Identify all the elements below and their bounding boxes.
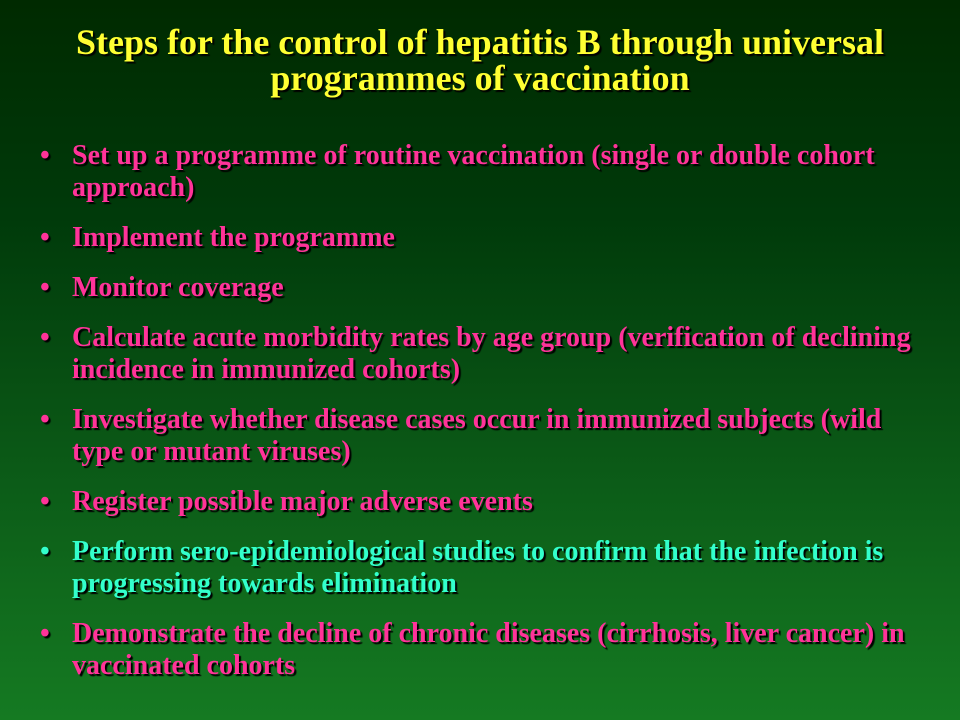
- slide-title: Steps for the control of hepatitis B through universal programmes of vaccination: [75, 22, 885, 98]
- bullet-text: Perform sero-epidemiological studies to confirm that the infection is progressing towards elimination: [72, 536, 884, 599]
- bullet-text: Implement the programme: [72, 222, 395, 253]
- bullet-text: Calculate acute morbidity rates by age group (verification of declining incidence in immunized cohorts): [72, 322, 911, 385]
- bullet-text: Register possible major adverse events: [72, 486, 533, 517]
- bullet-item-3: [40, 272, 920, 304]
- bullet-item-2: [40, 222, 920, 254]
- bullet-dot-icon: •: [40, 322, 50, 353]
- bullet-item-7: [40, 536, 920, 600]
- bullet-dot-icon: •: [40, 272, 50, 303]
- bullet-item-1: [40, 140, 920, 204]
- bullet-dot-icon: •: [40, 222, 50, 253]
- bullet-text: Monitor coverage: [72, 272, 284, 303]
- bullet-dot-icon: •: [40, 486, 50, 517]
- bullet-list: [40, 140, 920, 700]
- bullet-item-8: [40, 618, 920, 682]
- bullet-text: Investigate whether disease cases occur in immunized subjects (wild type or mutant viruses): [72, 404, 882, 467]
- bullet-dot-icon: •: [40, 536, 50, 567]
- bullet-text: Set up a programme of routine vaccination (single or double cohort approach): [72, 140, 875, 203]
- bullet-dot-icon: •: [40, 404, 50, 435]
- bullet-item-4: [40, 322, 920, 386]
- bullet-text: Demonstrate the decline of chronic diseases (cirrhosis, liver cancer) in vaccinated cohorts: [72, 618, 905, 681]
- bullet-dot-icon: •: [40, 618, 50, 649]
- bullet-item-6: [40, 486, 920, 518]
- bullet-item-5: [40, 404, 920, 468]
- bullet-dot-icon: •: [40, 140, 50, 171]
